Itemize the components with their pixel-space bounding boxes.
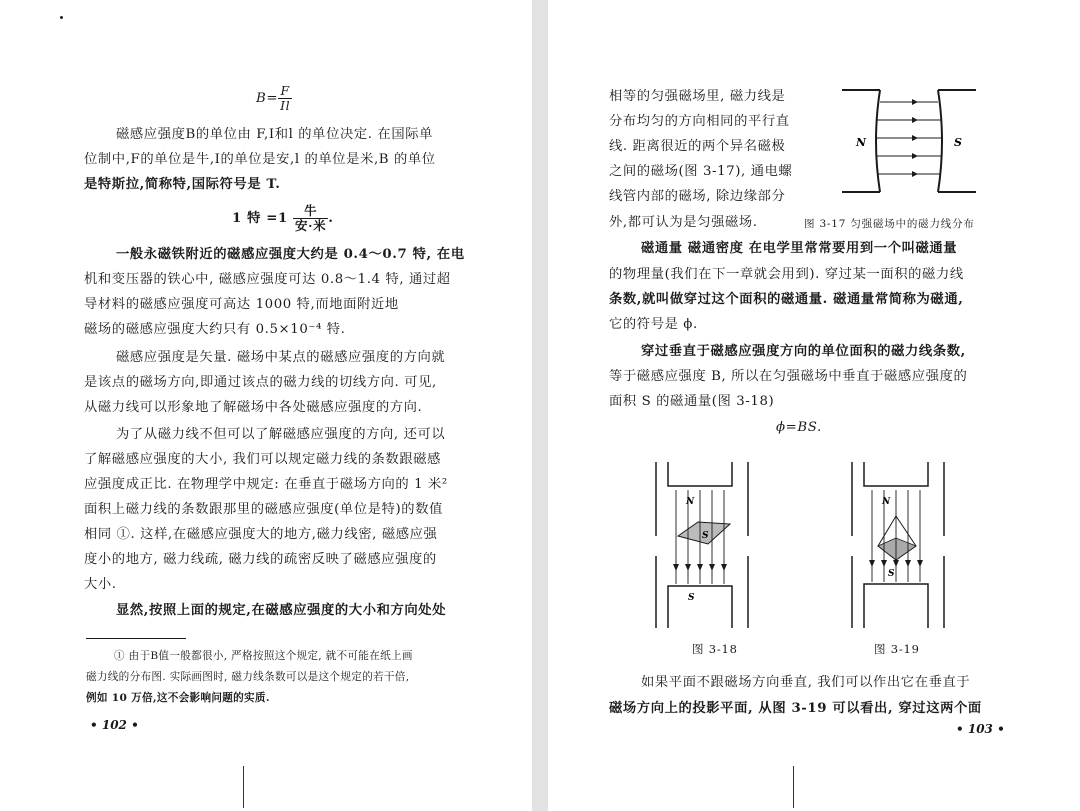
fig318-label-s: S [688,593,695,603]
para-flux-line-1: 磁通量 磁通密度 在电学里常常要用到一个叫磁通量 [641,241,958,256]
pole-s-face [938,90,942,192]
figure-3-19 [848,456,952,631]
para2-line-2: 机和变压器的铁心中, 磁感应强度可达 0.8～1.4 特, 通过超 [84,272,451,287]
para1-line-1: 磁感应强度B的单位由 F,I和l 的单位决定. 在国际单 [116,127,434,142]
para1-line-2: 位制中,F的单位是牛,I的单位是安,l 的单位是米,B 的单位 [84,152,436,167]
para-top-line-4: 之间的磁场(图 3-17), 通电螺 [609,164,793,179]
para2-line-1: 一般永磁铁附近的磁感应强度大约是 0.4～0.7 特, 在电 [116,247,465,262]
pole-n-block [668,462,732,486]
fig319-label-n: N [882,497,891,507]
tesla-num: 牛 [293,204,328,219]
para1-line-3: 是特斯拉,简称特,国际符号是 T. [84,177,281,192]
para3-line-2: 是该点的磁场方向,即通过该点的磁力线的切线方向. 可见, [84,375,437,390]
para2-line-4: 磁场的磁感应强度大约只有 0.5×10⁻⁴ 特. [84,322,346,337]
para-density-line-1: 穿过垂直于磁感应强度方向的单位面积的磁力线条数, [641,344,966,359]
right-page [548,0,1080,811]
formula-b [256,84,292,113]
para-flux-line-2: 的物理量(我们在下一章就会用到). 穿过某一面积的磁力线 [609,267,964,282]
para4-line-1: 为了从磁力线不但可以了解磁感应强度的方向, 还可以 [116,427,446,442]
fig319-label-s: S [888,569,895,579]
tesla-den: 安·米 [295,218,327,233]
formula-b-den: Il [280,98,291,113]
figure-3-18 [652,456,756,631]
para-top-line-6: 外,都可认为是匀强磁场. [609,215,758,230]
binding-mark-right [793,766,794,808]
para-flux-line-3: 条数,就叫做穿过这个面积的磁通量. 磁通量常简称为磁通, [609,292,964,307]
binding-mark-left [243,766,244,808]
footnote-line-1: ① 由于B值一般都很小, 严格按照这个规定, 就不可能在纸上画 [114,650,413,662]
formula-b-num: F [278,84,292,99]
para4-line-4: 面积上磁力线的条数跟那里的磁感应强度(单位是特)的数值 [84,502,443,517]
fig318-label-area: S [702,531,709,541]
para2-line-3: 导材料的磁感应强度可高达 1000 特,而地面附近地 [84,297,399,312]
field-lines [872,490,920,582]
para-density-line-2: 等于磁感应强度 B, 所以在匀强磁场中垂直于磁感应强度的 [609,369,968,384]
speck [60,16,63,19]
field-arrows [673,564,727,571]
fig317-pole-n: N [856,136,867,149]
formula-b-lhs: B= [256,91,279,106]
fig318-caption: 图 3-18 [692,642,738,656]
footnote-line-3: 例如 10 万倍,这不会影响问题的实质. [86,692,270,704]
para3-line-1: 磁感应强度是矢量. 磁场中某点的磁感应强度的方向就 [116,350,446,365]
pole-s-block [864,584,928,628]
fig318-label-n: N [686,497,695,507]
para4-line-2: 了解磁感应强度的大小, 我们可以规定磁力线的条数跟磁感 [84,452,442,467]
para-flux-line-4: 它的符号是 ϕ. [609,317,698,332]
tesla-lhs: 1 特 =1 [232,211,288,226]
para-density-line-3: 面积 S 的磁通量(图 3-18) [609,394,775,409]
para3-line-3: 从磁力线可以形象地了解磁场中各处磁感应强度的方向. [84,400,423,415]
pole-n-block [864,462,928,486]
tesla-formula [232,202,333,236]
para4-line-5: 相同 ①. 这样,在磁感应强度大的地方,磁力线密, 磁感应强 [84,527,438,542]
para-bottom-line-2: 磁场方向上的投影平面, 从图 3-19 可以看出, 穿过这两个面 [609,701,982,716]
tesla-end: . [328,211,334,226]
para4-line-3: 应强度成正比. 在物理学中规定: 在垂直于磁场方向的 1 米² [84,477,448,492]
pole-n-face [876,90,880,192]
pole-s-block [668,586,732,628]
para4-line-6: 度小的地方, 磁力线疏, 磁力线的疏密反映了磁感应强度的 [84,552,437,567]
footnote-rule [86,638,186,639]
fig317-pole-s: S [954,136,962,149]
para-bottom-line-1: 如果平面不跟磁场方向垂直, 我们可以作出它在垂直于 [641,675,971,690]
para5-line-1: 显然,按照上面的规定,在磁感应强度的大小和方向处处 [116,603,447,618]
page-number-right: • 103 • [956,722,1005,736]
left-page [0,0,532,811]
tesla-fraction [293,204,328,233]
para-top-line-2: 分布均匀的方向相同的平行直 [609,114,790,129]
footnote-line-2: 磁力线的分布图. 实际画图时, 磁力线条数可以是这个规定的若干倍, [86,671,410,683]
para-top-line-1: 相等的匀强磁场里, 磁力线是 [609,89,786,104]
page-gutter [532,0,548,811]
formula-phi: ϕ=BS. [776,420,822,435]
para4-line-7: 大小. [84,577,117,592]
figure-3-17 [842,82,992,202]
field-arrows [869,560,923,567]
fig317-caption: 图 3-17 匀强磁场中的磁力线分布 [804,218,975,230]
field-lines [876,102,942,174]
para-top-line-3: 线. 距离很近的两个异名磁极 [609,139,786,154]
field-arrows [912,99,918,177]
fig319-caption: 图 3-19 [874,642,920,656]
formula-b-fraction [278,84,292,113]
page-number-left: • 102 • [90,718,139,732]
para-top-line-5: 线管内部的磁场, 除边缘部分 [609,189,786,204]
